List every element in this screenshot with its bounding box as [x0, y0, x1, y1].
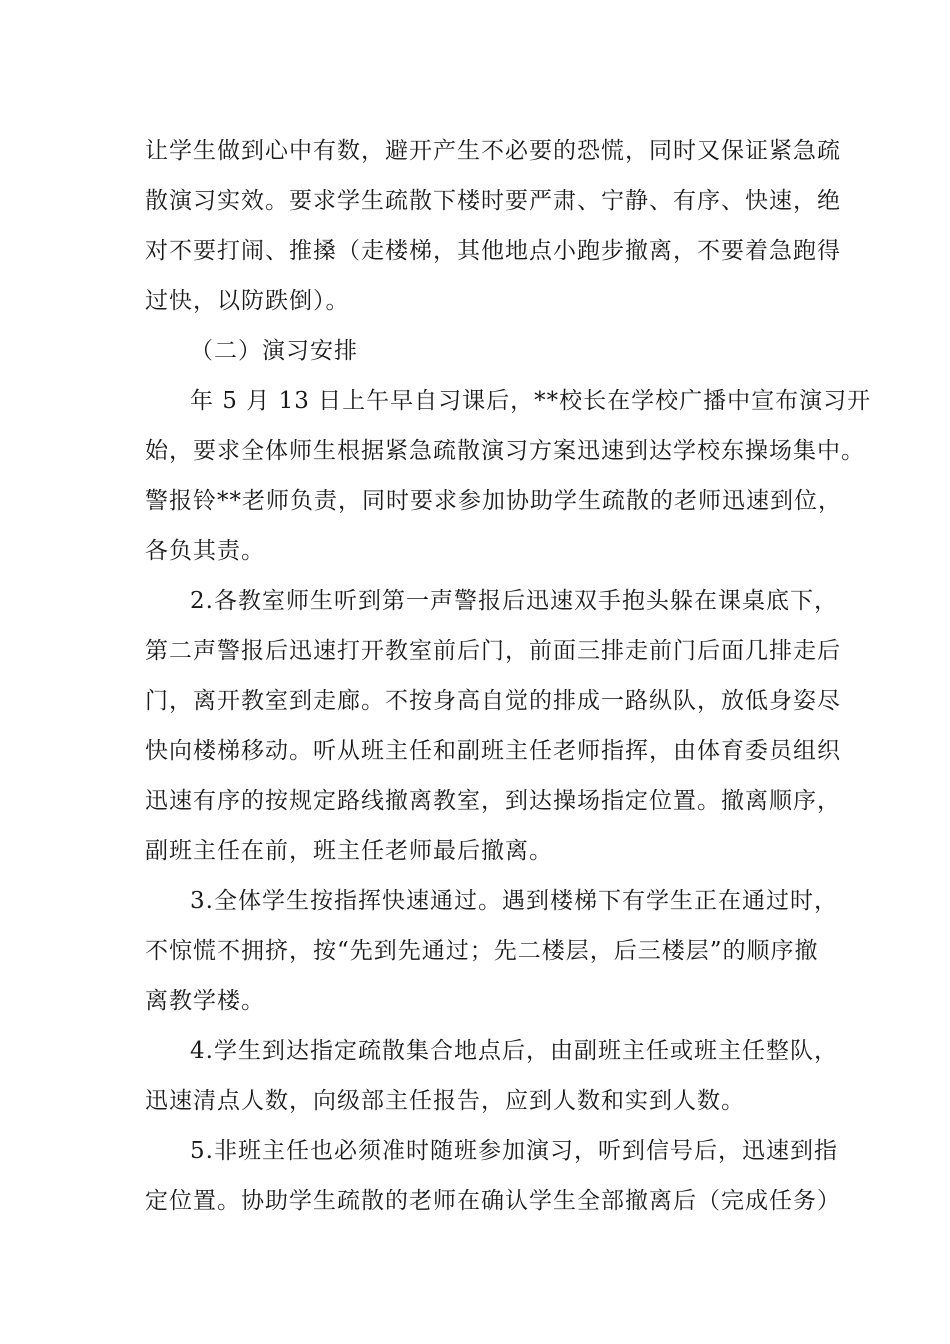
- section-heading: （二）演习安排: [190, 338, 358, 364]
- text-line: 5.非班主任也必须准时随班参加演习，听到信号后，迅速到指: [190, 1138, 838, 1164]
- text-line: 2.各教室师生听到第一声警报后迅速双手抱头躲在课桌底下，: [190, 588, 838, 614]
- text-line: 4.学生到达指定疏散集合地点后，由副班主任或班主任整队，: [190, 1038, 838, 1064]
- text-line: 让学生做到心中有数，避开产生不必要的恐慌，同时又保证紧急疏: [145, 138, 841, 164]
- text-line: 对不要打闹、推搡（走楼梯，其他地点小跑步撤离，不要着急跑得: [145, 238, 841, 264]
- text-line: 警报铃**老师负责，同时要求参加协助学生疏散的老师迅速到位，: [145, 488, 842, 514]
- text-line: 过快，以防跌倒）。: [145, 288, 350, 314]
- text-line: 年 5 月 13 日上午早自习课后，**校长在学校广播中宣布演习开: [190, 388, 872, 414]
- text-line: 定位置。协助学生疏散的老师在确认学生全部撤离后（完成任务）: [145, 1188, 841, 1214]
- text-line: 3.全体学生按指挥快速通过。遇到楼梯下有学生正在通过时，: [190, 888, 838, 914]
- text-line: 迅速清点人数，向级部主任报告，应到人数和实到人数。: [145, 1088, 745, 1114]
- text-line: 不惊慌不拥挤，按“先到先通过；先二楼层，后三楼层”的顺序撤: [145, 938, 819, 964]
- text-line: 散演习实效。要求学生疏散下楼时要严肃、宁静、有序、快速，绝: [145, 188, 841, 214]
- text-line: 快向楼梯移动。听从班主任和副班主任老师指挥，由体育委员组织: [145, 738, 841, 764]
- text-line: 各负其责。: [145, 538, 265, 564]
- text-line: 第二声警报后迅速打开教室前后门，前面三排走前门后面几排走后: [145, 638, 841, 664]
- text-line: 迅速有序的按规定路线撤离教室，到达操场指定位置。撤离顺序，: [145, 788, 841, 814]
- text-line: 门，离开教室到走廊。不按身高自觉的排成一路纵队，放低身姿尽: [145, 688, 841, 714]
- text-line: 离教学楼。: [145, 988, 265, 1014]
- text-line: 副班主任在前，班主任老师最后撤离。: [145, 838, 553, 864]
- text-line: 始，要求全体师生根据紧急疏散演习方案迅速到达学校东操场集中。: [145, 438, 865, 464]
